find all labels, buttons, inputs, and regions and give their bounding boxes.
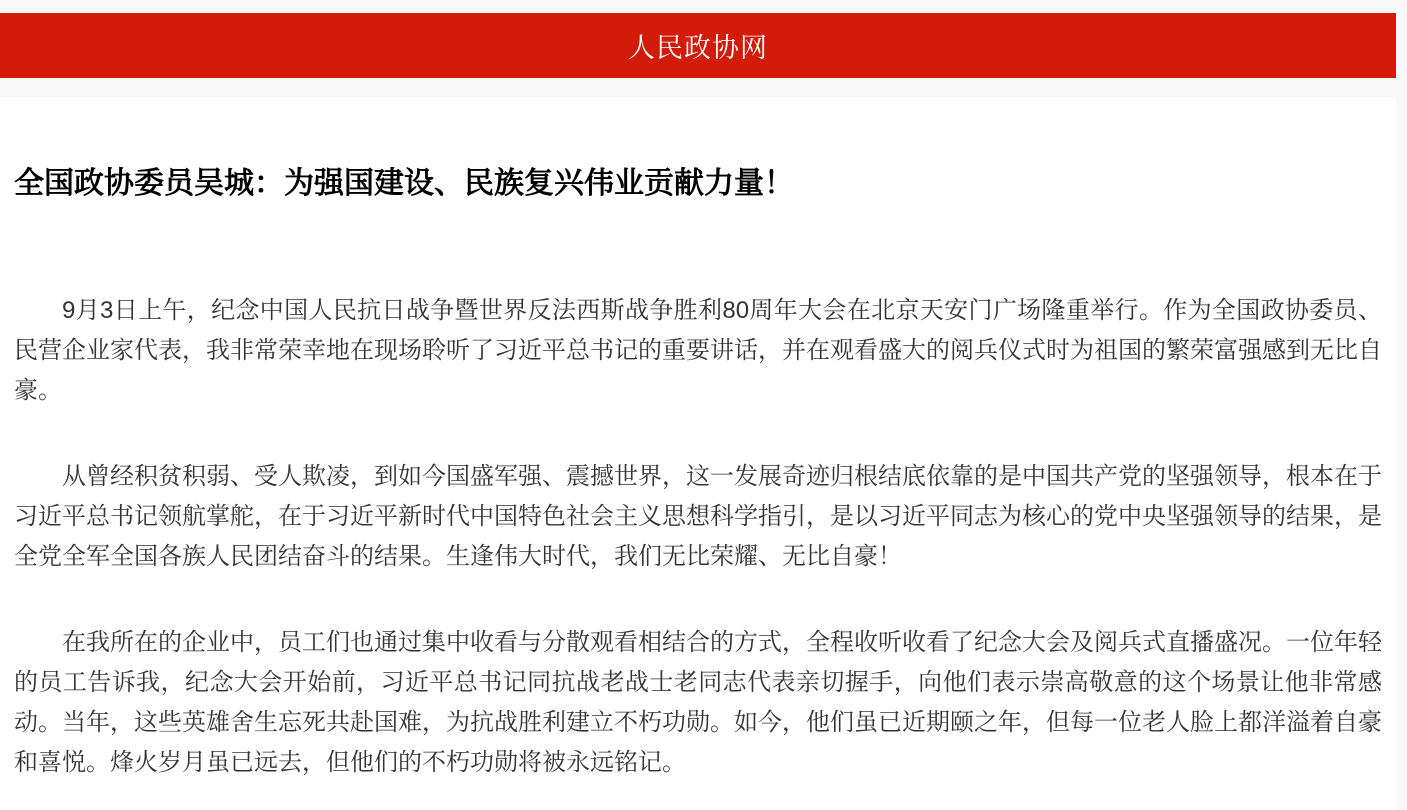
- article-paragraph-1: 9月3日上午，纪念中国人民抗日战争暨世界反法西斯战争胜利80周年大会在北京天安门广场隆重举行。作为全国政协委员、民营企业家代表，我非常荣幸地在现场聆听了习近平总书记的重要讲话，并在观看盛大的阅兵仪式时为祖国的繁荣富强感到无比自豪。: [14, 297, 1382, 404]
- header-content-gap: [0, 78, 1396, 97]
- article-paragraph-2: 从曾经积贫积弱、受人欺凌，到如今国盛军强、震撼世界，这一发展奇迹归根结底依靠的是中国共产党的坚强领导，根本在于习近平总书记领航掌舵，在于习近平新时代中国特色社会主义思想科学指引，是以习近平同志为核心的党中央坚强领导的结果，是全党全军全国各族人民团结奋斗的结果。生逢伟大时代，我们无比荣耀、无比自豪！: [14, 463, 1382, 570]
- article-title: 全国政协委员吴城：为强国建设、民族复兴伟业贡献力量！: [14, 167, 794, 200]
- site-name-link[interactable]: 人民政协网: [628, 33, 768, 63]
- site-header: [0, 13, 1396, 78]
- page-top-margin: [0, 0, 1396, 13]
- scrollbar-track[interactable]: [1396, 0, 1407, 810]
- article-content: [0, 97, 1396, 810]
- article-body: [14, 291, 1382, 783]
- article-paragraph-3: 在我所在的企业中，员工们也通过集中收看与分散观看相结合的方式，全程收听收看了纪念大会及阅兵式直播盛况。一位年轻的员工告诉我，纪念大会开始前，习近平总书记同抗战老战士老同志代表亲切握手，向他们表示崇高敬意的这个场景让他非常感动。当年，这些英雄舍生忘死共赴国难，为抗战胜利建立不朽功勋。如今，他们虽已近期颐之年，但每一位老人脸上都洋溢着自豪和喜悦。烽火岁月虽已远去，但他们的不朽功勋将被永远铭记。: [14, 629, 1382, 776]
